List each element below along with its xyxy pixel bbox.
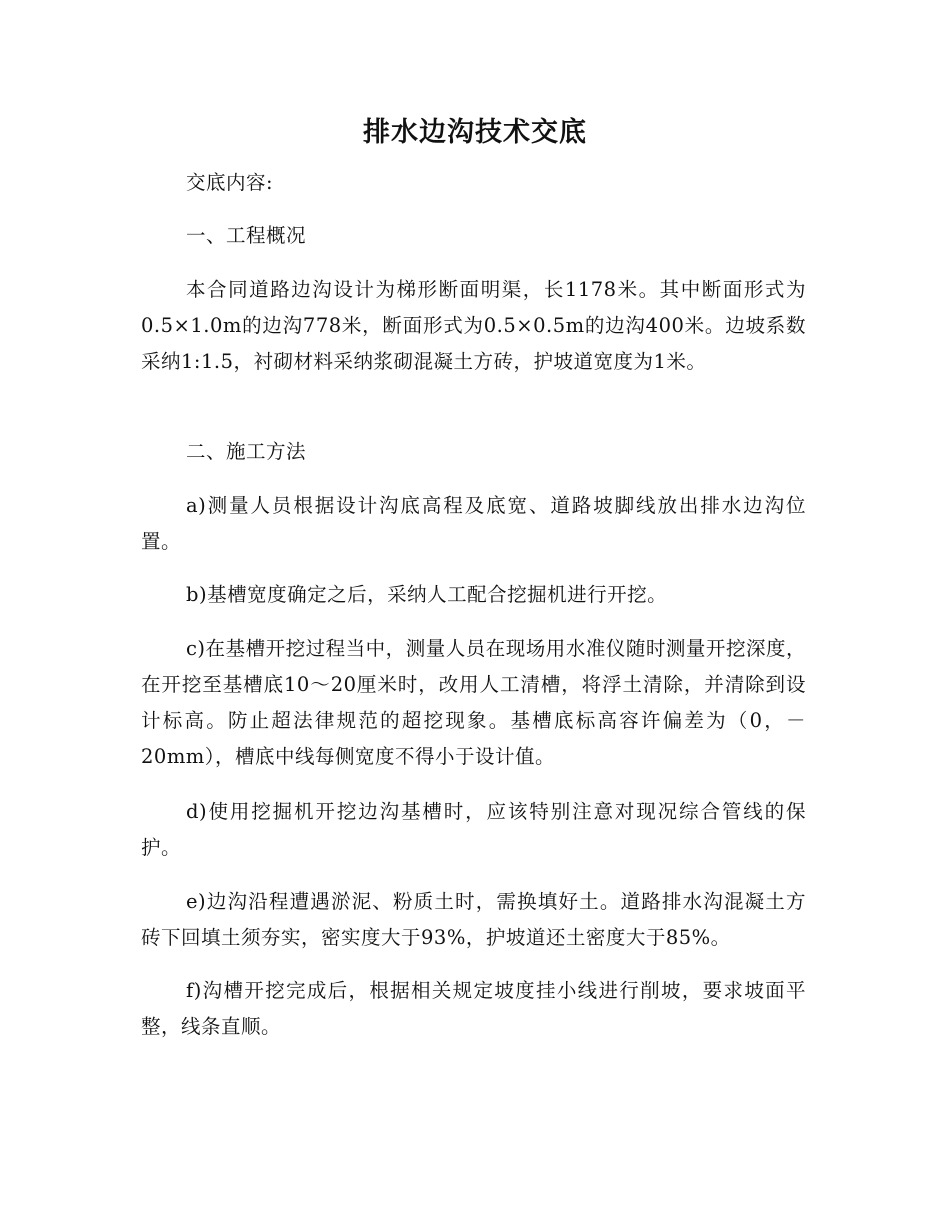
paragraph-overview-body: 本合同道路边沟设计为梯形断面明渠，长1178米。其中断面形式为0.5×1.0m的边沟778米，断面形式为0.5×0.5m的边沟400米。边坡系数采纳1:1.5，衬砌材料采纳浆砌混凝土方砖，护坡道宽度为1米。: [141, 278, 806, 373]
paragraph-step-c: c)在基槽开挖过程当中，测量人员在现场用水准仪随时测量开挖深度，在开挖至基槽底10～20厘米时，改用人工清槽，将浮土清除，并清除到设计标高。防止超法律规范的超挖现象。基槽底标高容许偏差为（0，－20mm），槽底中线每侧宽度不得小于设计值。: [141, 637, 806, 768]
paragraph-step-b: b)基槽宽度确定之后，采纳人工配合挖掘机进行开挖。: [186, 583, 668, 606]
document-title: 排水边沟技术交底: [363, 117, 587, 148]
section-heading-method: 二、施工方法: [186, 440, 307, 463]
paragraph-step-a: a)测量人员根据设计沟底高程及底宽、道路坡脚线放出排水边沟位置。: [141, 494, 806, 553]
paragraph-intro-label: 交底内容:: [186, 171, 274, 194]
paragraph-step-d: d)使用挖掘机开挖边沟基槽时，应该特别注意对现况综合管线的保护。: [141, 800, 806, 859]
section-heading-overview: 一、工程概况: [186, 224, 307, 247]
paragraph-step-f: f)沟槽开挖完成后，根据相关规定坡度挂小线进行削坡，要求坡面平整，线条直顺。: [141, 979, 806, 1038]
paragraph-step-e: e)边沟沿程遭遇淤泥、粉质土时，需换填好土。道路排水沟混凝土方砖下回填土须夯实，密实度大于93%，护坡道还土密度大于85%。: [141, 890, 806, 949]
